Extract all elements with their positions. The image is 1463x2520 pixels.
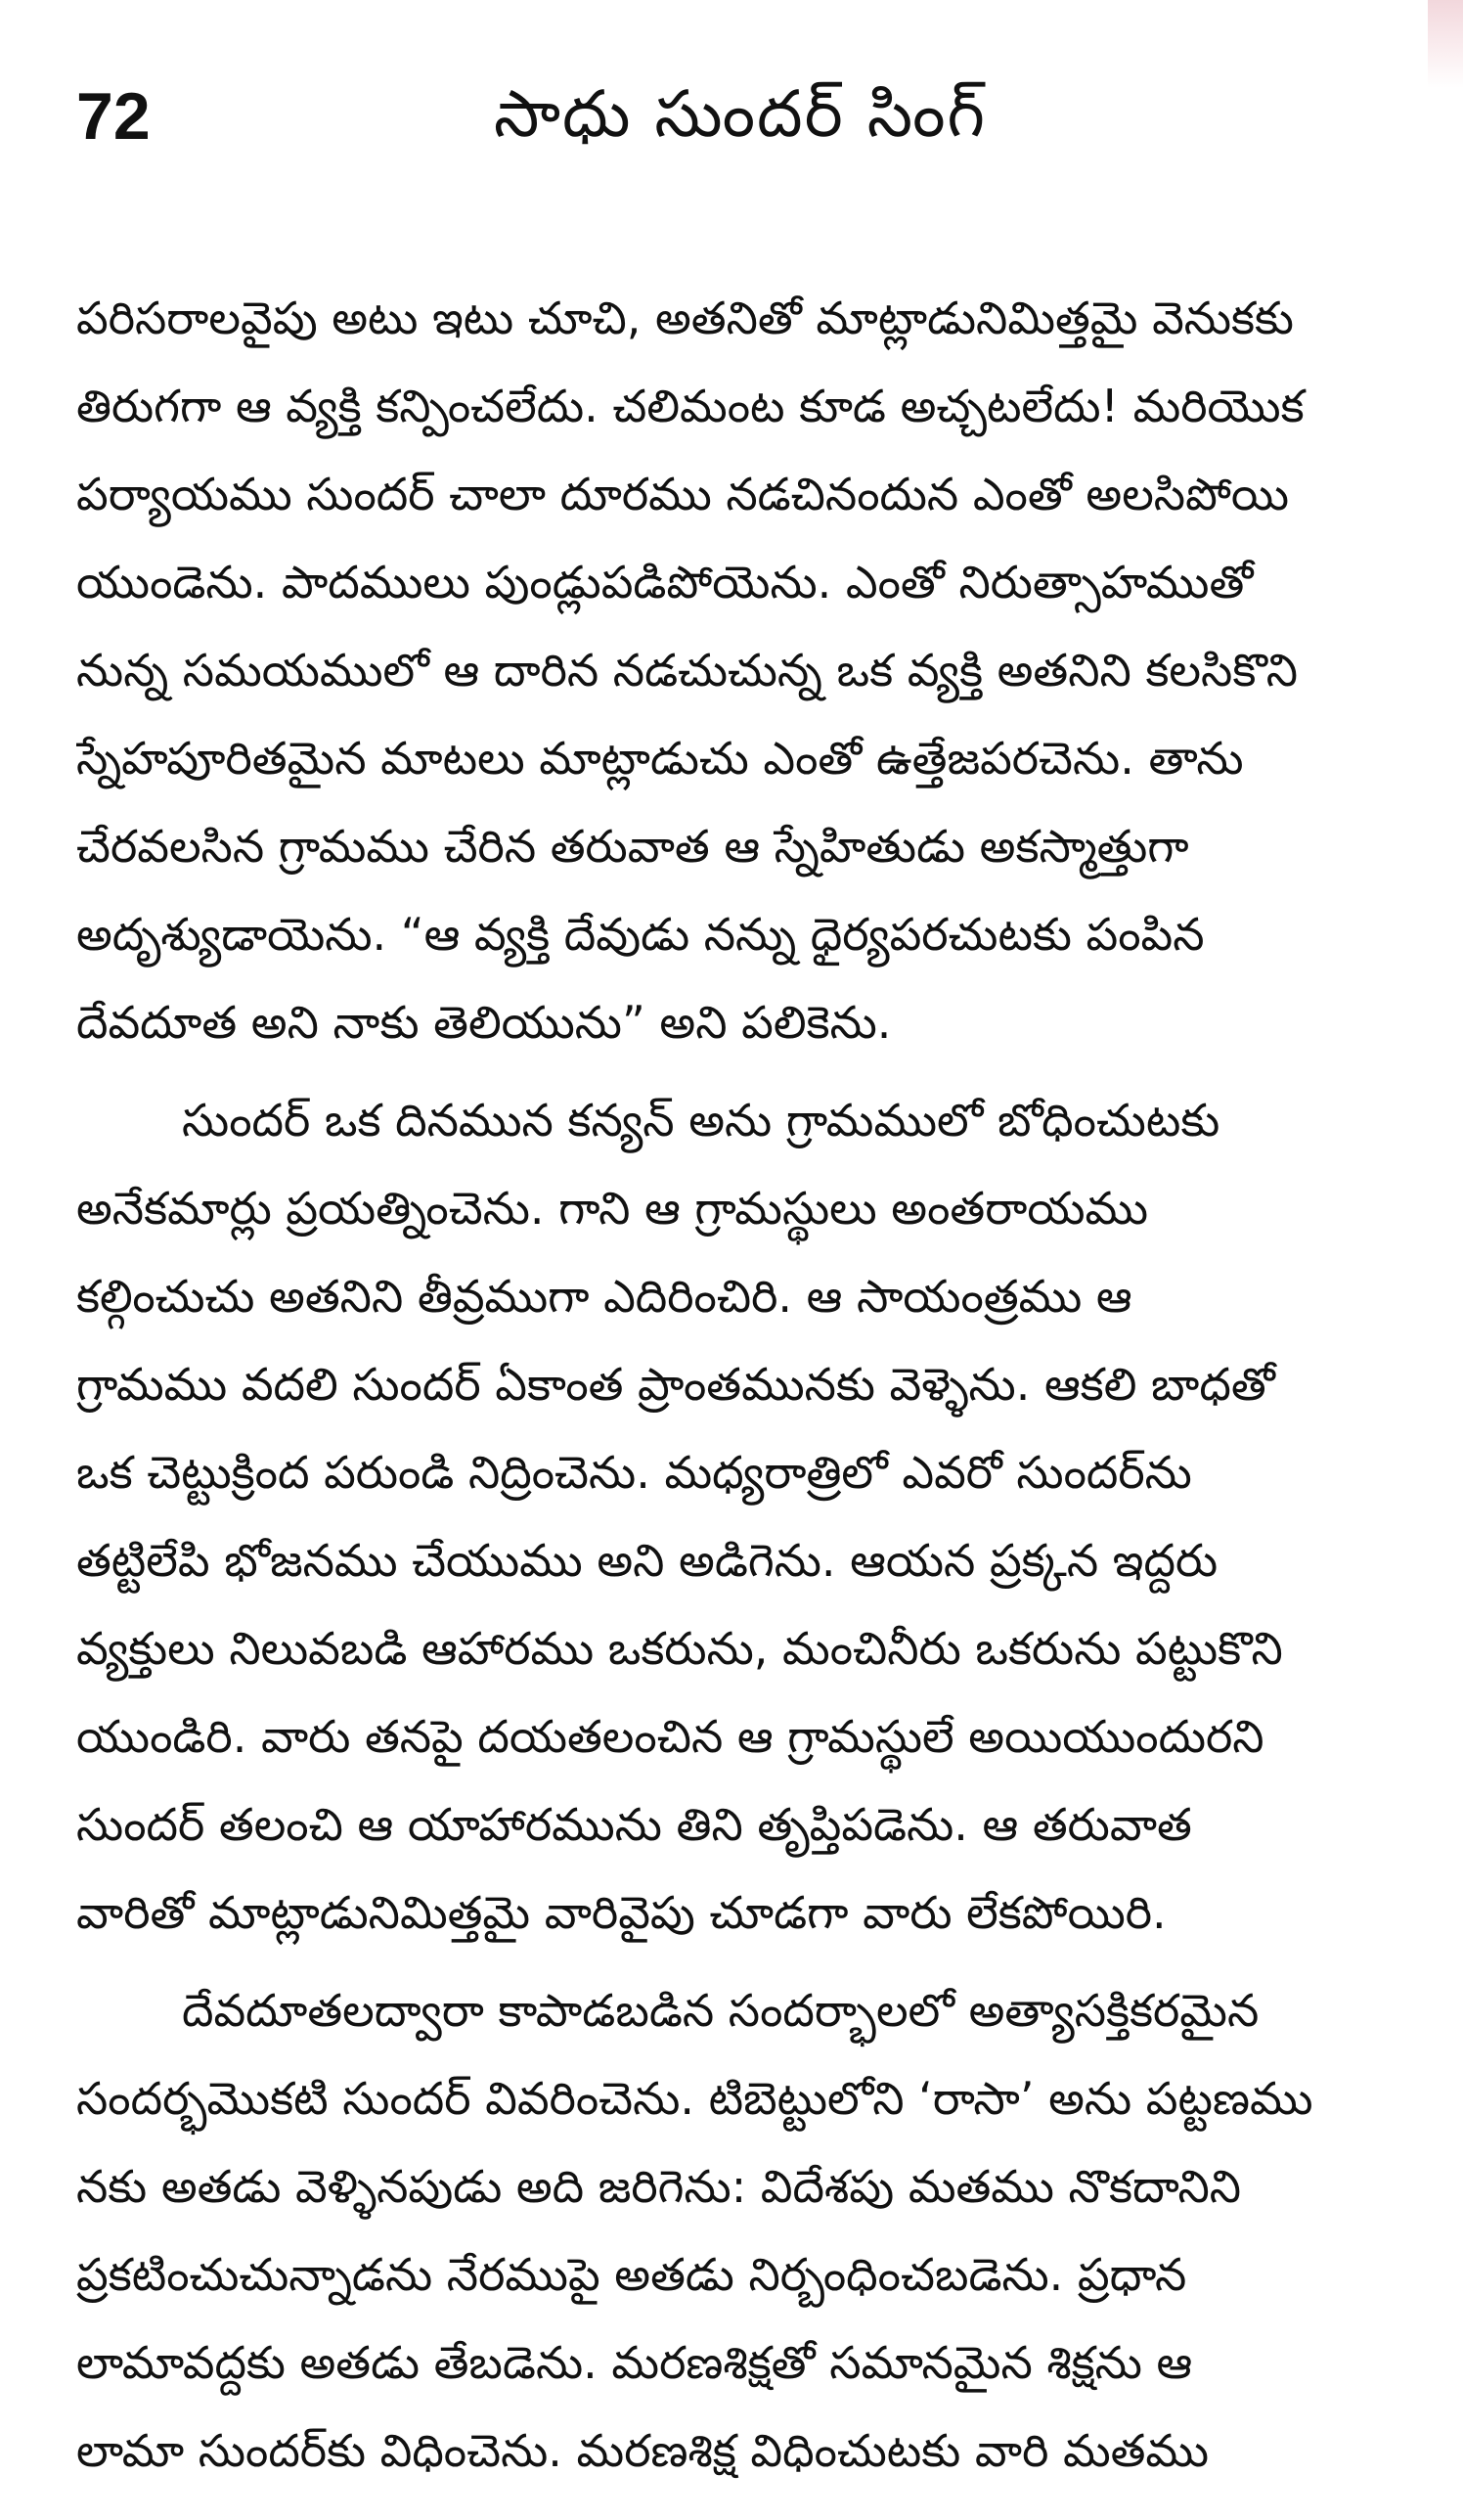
- text-line: అనేకమార్లు ప్రయత్నించెను. గాని ఆ గ్రామస్థులు అంతరాయము: [76, 1182, 1149, 1235]
- text-line: సుందర్ తలంచి ఆ యాహారమును తిని తృప్తిపడెను. ఆ తరువాత: [76, 1798, 1192, 1851]
- text-line: నున్న సమయములో ఆ దారిన నడచుచున్న ఒక వ్యక్తి అతనిని కలసికొని: [76, 644, 1298, 697]
- text-line: ప్రకటించుచున్నాడను నేరముపై అతడు నిర్బంధించబడెను. ప్రధాన: [76, 2248, 1187, 2301]
- text-line: కల్గించుచు అతనిని తీవ్రముగా ఎదిరించిరి. ఆ సాయంత్రము ఆ: [76, 1270, 1132, 1323]
- text-line: లామావద్దకు అతడు తేబడెను. మరణశిక్షతో సమానమైన శిక్షను ఆ: [76, 2336, 1193, 2389]
- text-line: ఒక చెట్టుక్రింద పరుండి నిద్రించెను. మధ్యరాత్రిలో ఎవరో సుందర్‌ను: [76, 1446, 1192, 1499]
- text-line: లామా సుందర్‌కు విధించెను. మరణశిక్ష విధించుటకు వారి మతము: [76, 2424, 1210, 2477]
- paragraph-1: [76, 274, 1404, 1066]
- paragraph-3: [76, 1966, 1404, 2495]
- text-line: తిరుగగా ఆ వ్యక్తి కన్పించలేదు. చలిమంట కూడ అచ్చటలేదు! మరియొక: [76, 380, 1305, 432]
- page-header: [76, 59, 1404, 186]
- text-line: దేవదూతలద్వారా కాపాడబడిన సందర్భాలలో అత్యాసక్తికరమైన: [182, 1984, 1260, 2037]
- text-line: పర్యాయము సుందర్ చాలా దూరము నడచినందున ఎంతో అలసిపోయి: [76, 468, 1290, 520]
- text-line: అదృశ్యుడాయెను. “ఆ వ్యక్తి దేవుడు నన్ను ధైర్యపరచుటకు పంపిన: [76, 908, 1205, 961]
- body-text: [76, 274, 1404, 2495]
- text-line: సుందర్ ఒక దినమున కన్యన్ అను గ్రామములో బోధించుటకు: [182, 1094, 1220, 1147]
- text-line: వారితో మాట్లాడునిమిత్తమై వారివైపు చూడగా వారు లేకపోయిరి.: [76, 1886, 1167, 1939]
- text-line: యుండిరి. వారు తనపై దయతలంచిన ఆ గ్రామస్థులే అయియుందురని: [76, 1710, 1264, 1763]
- text-line: వ్యక్తులు నిలువబడి ఆహారము ఒకరును, మంచినీరు ఒకరును పట్టుకొని: [76, 1622, 1283, 1675]
- text-line: గ్రామము వదలి సుందర్ ఏకాంత ప్రాంతమునకు వెళ్ళెను. ఆకలి బాధతో: [76, 1358, 1275, 1411]
- text-line: చేరవలసిన గ్రామము చేరిన తరువాత ఆ స్నేహితుడు అకస్మాత్తుగా: [76, 820, 1189, 873]
- page-edge-stain: [1428, 0, 1463, 88]
- text-line: పరిసరాలవైపు అటు ఇటు చూచి, అతనితో మాట్లాడునిమిత్తమై వెనుకకు: [76, 292, 1294, 344]
- running-title: సాధు సుందర్ సింగ్: [493, 76, 988, 152]
- text-line: సందర్భమొకటి సుందర్ వివరించెను. టిబెట్టులోని ‘రాసా’ అను పట్టణము: [76, 2072, 1313, 2125]
- text-line: దేవదూత అని నాకు తెలియును” అని పలికెను.: [76, 996, 892, 1049]
- text-line: నకు అతడు వెళ్ళినపుడు అది జరిగెను: విదేశపు మతము నొకదానిని: [76, 2160, 1242, 2213]
- page-number: 72: [76, 79, 151, 154]
- text-line: తట్టిలేపి భోజనము చేయుము అని అడిగెను. ఆయన ప్రక్కన ఇద్దరు: [76, 1534, 1219, 1587]
- text-line: స్నేహపూరితమైన మాటలు మాట్లాడుచు ఎంతో ఉత్తేజపరచెను. తాను: [76, 732, 1244, 785]
- paragraph-2: [76, 1076, 1404, 1957]
- text-line: యుండెను. పాదములు పుండ్లుపడిపోయెను. ఎంతో నిరుత్సాహముతో: [76, 556, 1254, 608]
